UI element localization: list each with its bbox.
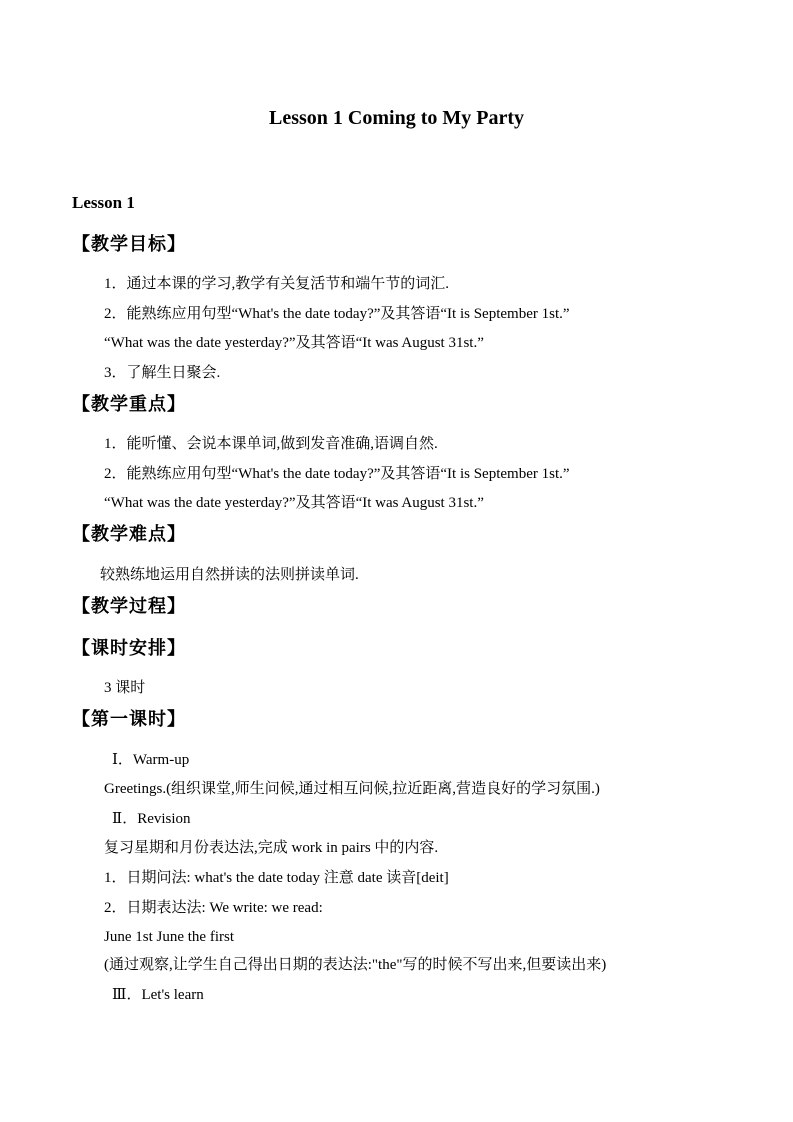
key-point-item-2: 2．能熟练应用句型“What's the date today?”及其答语“It is September 1st.”: [104, 466, 570, 482]
document-title: Lesson 1 Coming to My Party: [269, 107, 524, 129]
objective-item-1: 1．通过本课的学习,教学有关复活节和端午节的词汇.: [104, 276, 450, 292]
first-period-revision: Ⅱ．Revision: [112, 811, 191, 827]
difficulty-item-1: 较熟练地运用自然拼读的法则拼读单词.: [100, 567, 359, 583]
section-heading-first-period: 【第一课时】: [72, 709, 186, 730]
first-period-date-expression: 2．日期表达法: We write: we read:: [104, 900, 323, 916]
schedule-item-1: 3 课时: [104, 680, 146, 696]
section-heading-process: 【教学过程】: [72, 596, 186, 617]
key-point-item-1: 1．能听懂、会说本课单词,做到发音准确,语调自然.: [104, 436, 438, 452]
objective-item-2-cont: “What was the date yesterday?”及其答语“It was August 31st.”: [104, 335, 484, 351]
section-heading-key-points: 【教学重点】: [72, 394, 186, 415]
section-heading-difficulties: 【教学难点】: [72, 524, 186, 545]
section-heading-schedule: 【课时安排】: [72, 638, 186, 659]
first-period-review-text: 复习星期和月份表达法,完成 work in pairs 中的内容.: [104, 840, 439, 856]
objective-item-3: 3．了解生日聚会.: [104, 365, 221, 381]
objective-item-2: 2．能熟练应用句型“What's the date today?”及其答语“It is September 1st.”: [104, 306, 570, 322]
first-period-june-example: June 1st June the first: [104, 929, 234, 945]
lesson-subtitle: Lesson 1: [72, 193, 135, 212]
first-period-warmup: Ⅰ．Warm-up: [112, 752, 190, 768]
first-period-greetings: Greetings.(组织课堂,师生问候,通过相互问候,拉近距离,营造良好的学习氛围.): [104, 781, 600, 797]
first-period-observation-note: (通过观察,让学生自己得出日期的表达法:"the"写的时候不写出来,但要读出来): [104, 957, 607, 973]
section-heading-objectives: 【教学目标】: [72, 234, 186, 255]
key-point-item-2-cont: “What was the date yesterday?”及其答语“It was August 31st.”: [104, 495, 484, 511]
first-period-lets-learn: Ⅲ．Let's learn: [112, 987, 204, 1003]
first-period-date-question: 1．日期问法: what's the date today 注意 date 读音[deit]: [104, 870, 449, 886]
